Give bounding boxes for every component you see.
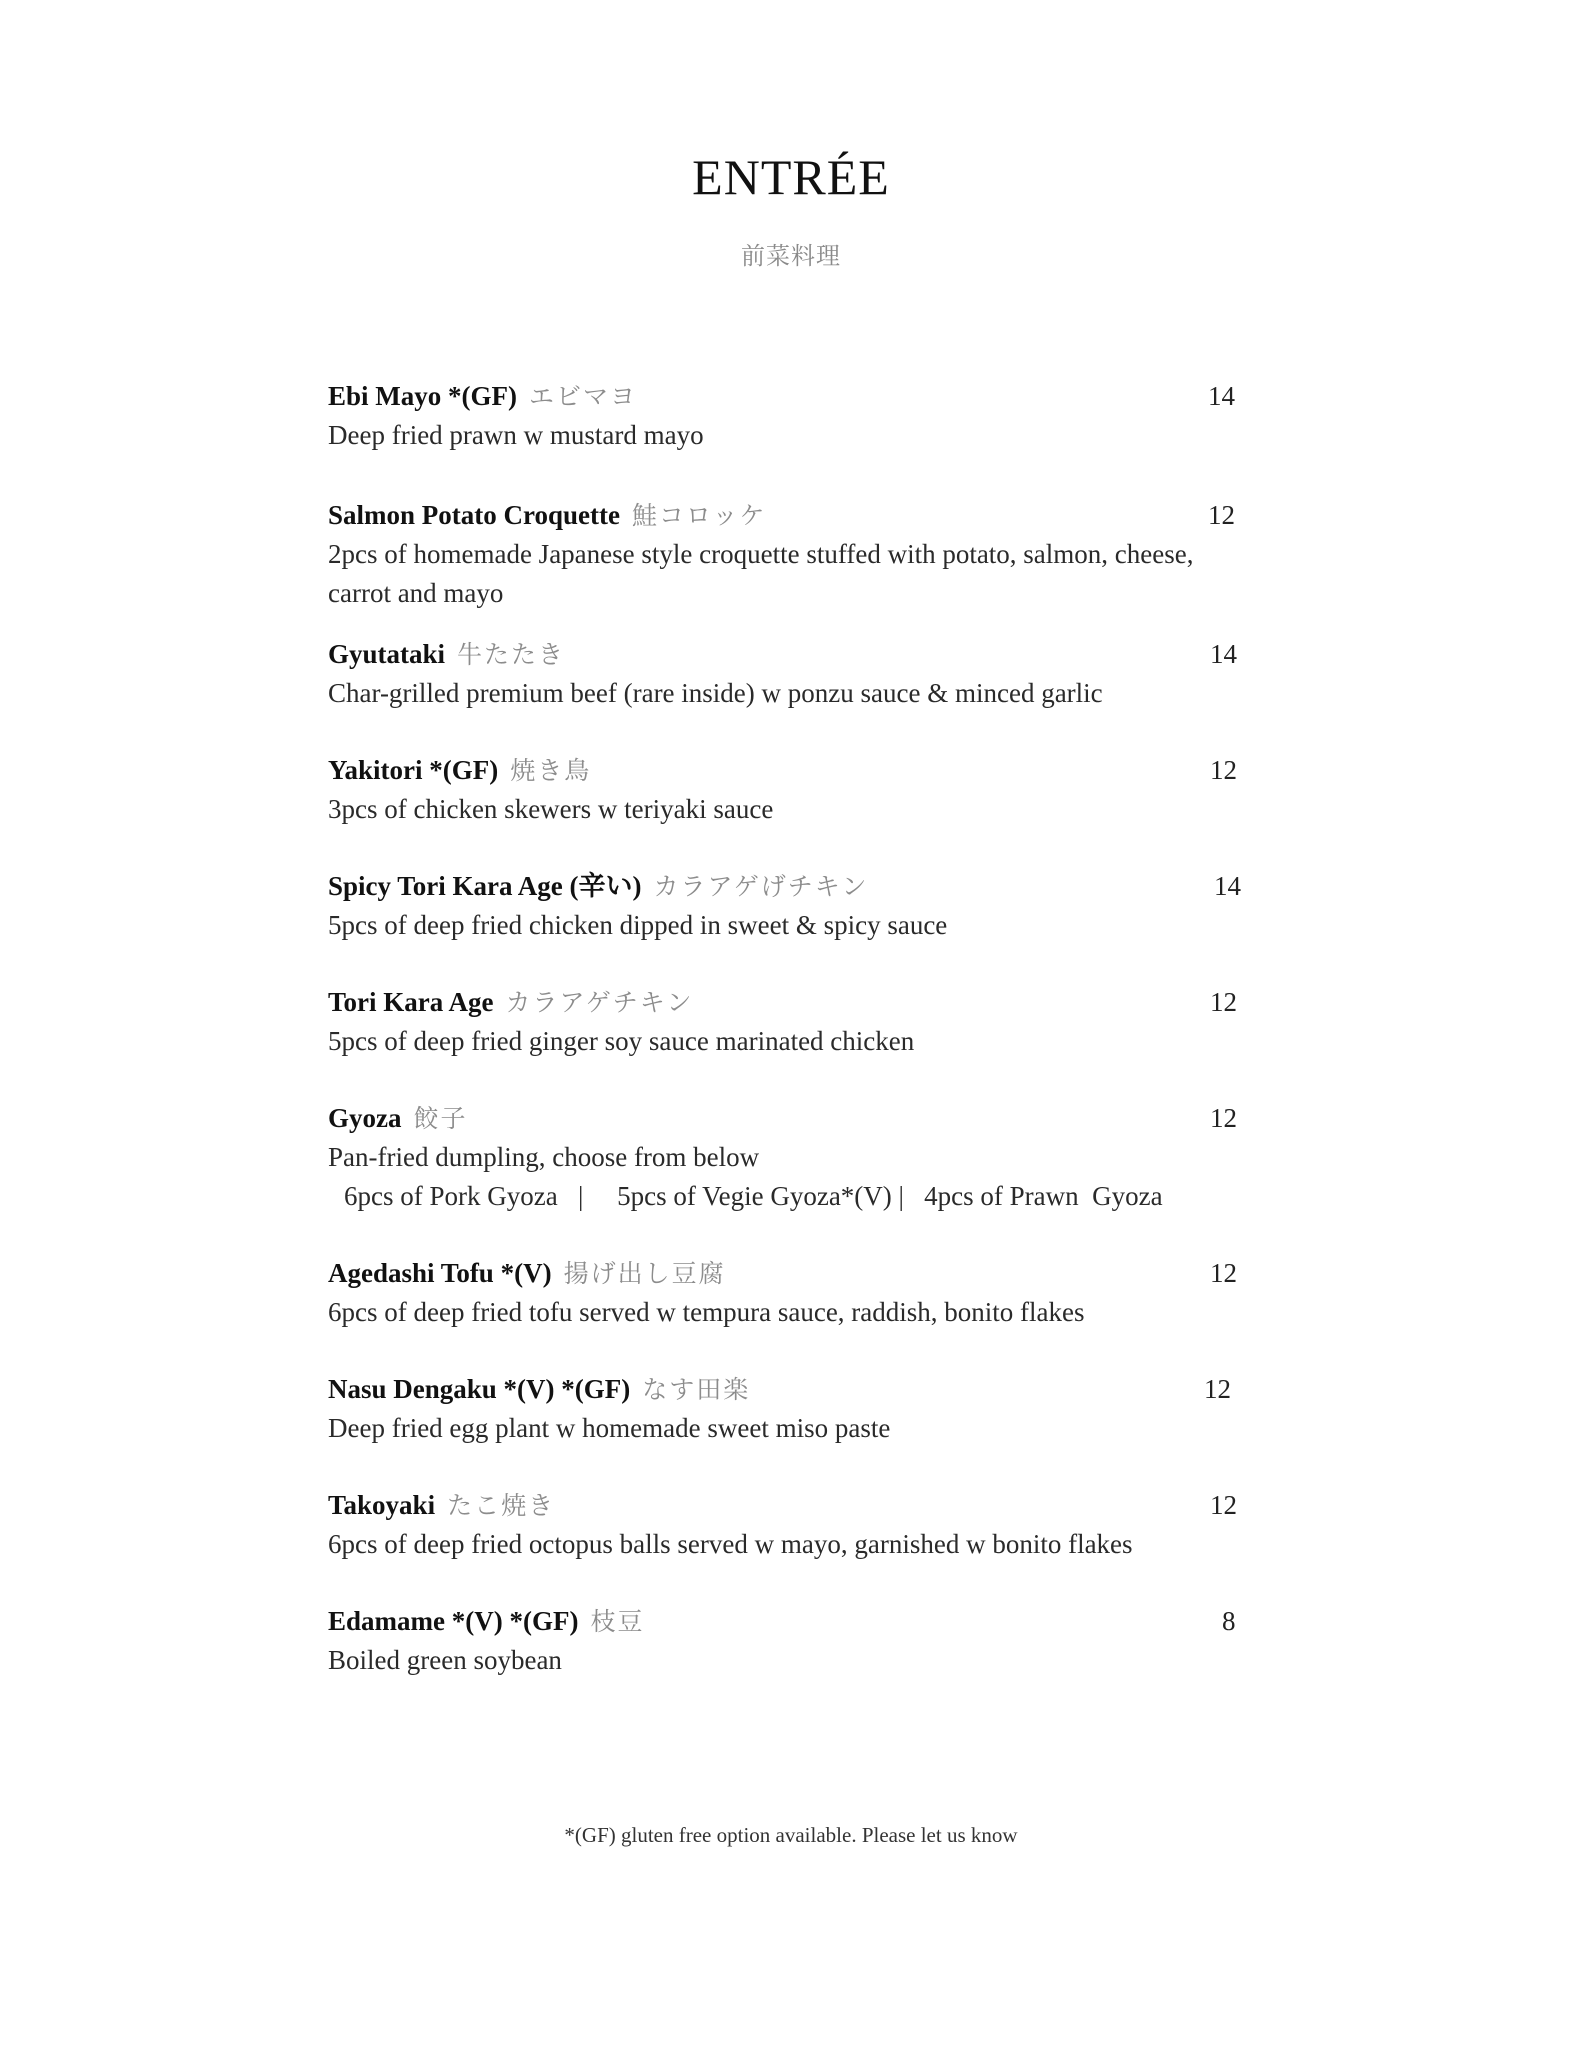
menu-item-header xyxy=(328,378,1248,414)
menu-item-header xyxy=(328,868,1248,904)
menu-item-description: 5pcs of deep fried chicken dipped in sweet & spicy sauce xyxy=(328,910,948,940)
menu-item-price: 12 xyxy=(1210,1258,1237,1288)
menu-item-japanese-name: エビマヨ xyxy=(529,384,638,411)
menu-item-description: 6pcs of deep fried tofu served w tempura sauce, raddish, bonito flakes xyxy=(328,1297,1085,1327)
menu-item-japanese-name: 枝豆 xyxy=(590,1609,645,1636)
menu-item-header xyxy=(328,1100,1248,1136)
menu-item-price: 12 xyxy=(1208,500,1235,530)
menu-item xyxy=(328,1255,1248,1332)
menu-item-name: Gyutataki xyxy=(328,639,446,669)
menu-item xyxy=(328,497,1248,613)
menu-item-description: Char-grilled premium beef (rare inside) w ponzu sauce & minced garlic xyxy=(328,678,1103,708)
menu-item-description: Deep fried egg plant w homemade sweet miso paste xyxy=(328,1413,891,1443)
menu-item-price: 12 xyxy=(1210,987,1237,1017)
menu-item xyxy=(328,1603,1248,1680)
menu-item-price: 12 xyxy=(1210,1103,1237,1133)
menu-item-japanese-name: カラアゲチキン xyxy=(505,990,694,1017)
menu-item xyxy=(328,378,1248,455)
menu-item-japanese-name: なす田楽 xyxy=(642,1377,751,1404)
menu-item-price: 14 xyxy=(1214,871,1241,901)
menu-item xyxy=(328,1100,1248,1216)
menu-item-description: Pan-fried dumpling, choose from below xyxy=(328,1142,760,1172)
menu-item-japanese-name: 牛たたき xyxy=(457,642,566,669)
menu-item xyxy=(328,868,1248,945)
menu-item-name: Gyoza xyxy=(328,1103,402,1133)
menu-item-japanese-name: 餃子 xyxy=(413,1106,468,1133)
menu-item-japanese-name: たこ焼き xyxy=(447,1493,556,1520)
menu-item xyxy=(328,752,1248,829)
menu-item xyxy=(328,984,1248,1061)
gyoza-options: 6pcs of Pork Gyoza | 5pcs of Vegie Gyoza*(V) | 4pcs of Prawn Gyoza xyxy=(344,1181,1163,1211)
menu-item-name: Edamame *(V) *(GF) xyxy=(328,1606,579,1636)
menu-item-description: 2pcs of homemade Japanese style croquette stuffed with potato, salmon, cheese, carrot and mayo xyxy=(328,539,1194,608)
menu-item-header xyxy=(328,1371,1248,1407)
menu-item-name: Yakitori *(GF) xyxy=(328,755,499,785)
menu-item-price: 14 xyxy=(1208,381,1235,411)
menu-item-header xyxy=(328,1487,1248,1523)
menu-item-name: Takoyaki xyxy=(328,1490,436,1520)
menu-item-price: 14 xyxy=(1210,639,1237,669)
menu-item xyxy=(328,1371,1248,1448)
menu-item-description: 6pcs of deep fried octopus balls served w mayo, garnished w bonito flakes xyxy=(328,1529,1133,1559)
menu-item-japanese-name: カラアゲげチキン xyxy=(653,874,869,901)
menu-item-name: Nasu Dengaku *(V) *(GF) xyxy=(328,1374,631,1404)
menu-item-description: 5pcs of deep fried ginger soy sauce marinated chicken xyxy=(328,1026,915,1056)
menu-item-name: Tori Kara Age xyxy=(328,987,494,1017)
menu-item xyxy=(328,636,1248,713)
menu-item-header xyxy=(328,1255,1248,1291)
menu-item-description: Deep fried prawn w mustard mayo xyxy=(328,420,704,450)
menu-item-description: 3pcs of chicken skewers w teriyaki sauce xyxy=(328,794,774,824)
page-title: ENTRÉE xyxy=(692,149,890,205)
menu-item-japanese-name: 鮭コロッケ xyxy=(631,503,767,530)
menu-item xyxy=(328,1487,1248,1564)
menu-item-japanese-name: 揚げ出し豆腐 xyxy=(563,1261,726,1288)
menu-item-name: Spicy Tori Kara Age (辛い) xyxy=(328,871,642,901)
menu-item-description: Boiled green soybean xyxy=(328,1645,562,1675)
menu-item-header xyxy=(328,636,1248,672)
page-subtitle: 前菜料理 xyxy=(741,244,841,270)
menu-item-japanese-name: 焼き鳥 xyxy=(510,758,592,785)
menu-item-price: 12 xyxy=(1204,1374,1231,1404)
footnote: *(GF) gluten free option available. Please let us know xyxy=(564,1823,1018,1847)
menu-item-price: 12 xyxy=(1210,755,1237,785)
menu-item-name: Agedashi Tofu *(V) xyxy=(328,1258,552,1288)
menu-item-name: Ebi Mayo *(GF) xyxy=(328,381,517,411)
menu-item-header xyxy=(328,984,1248,1020)
menu-item-price: 8 xyxy=(1222,1606,1236,1636)
menu-item-price: 12 xyxy=(1210,1490,1237,1520)
menu-item-header xyxy=(328,497,1248,533)
menu-item-header xyxy=(328,1603,1248,1639)
menu-item-name: Salmon Potato Croquette xyxy=(328,500,620,530)
menu-item-header xyxy=(328,752,1248,788)
